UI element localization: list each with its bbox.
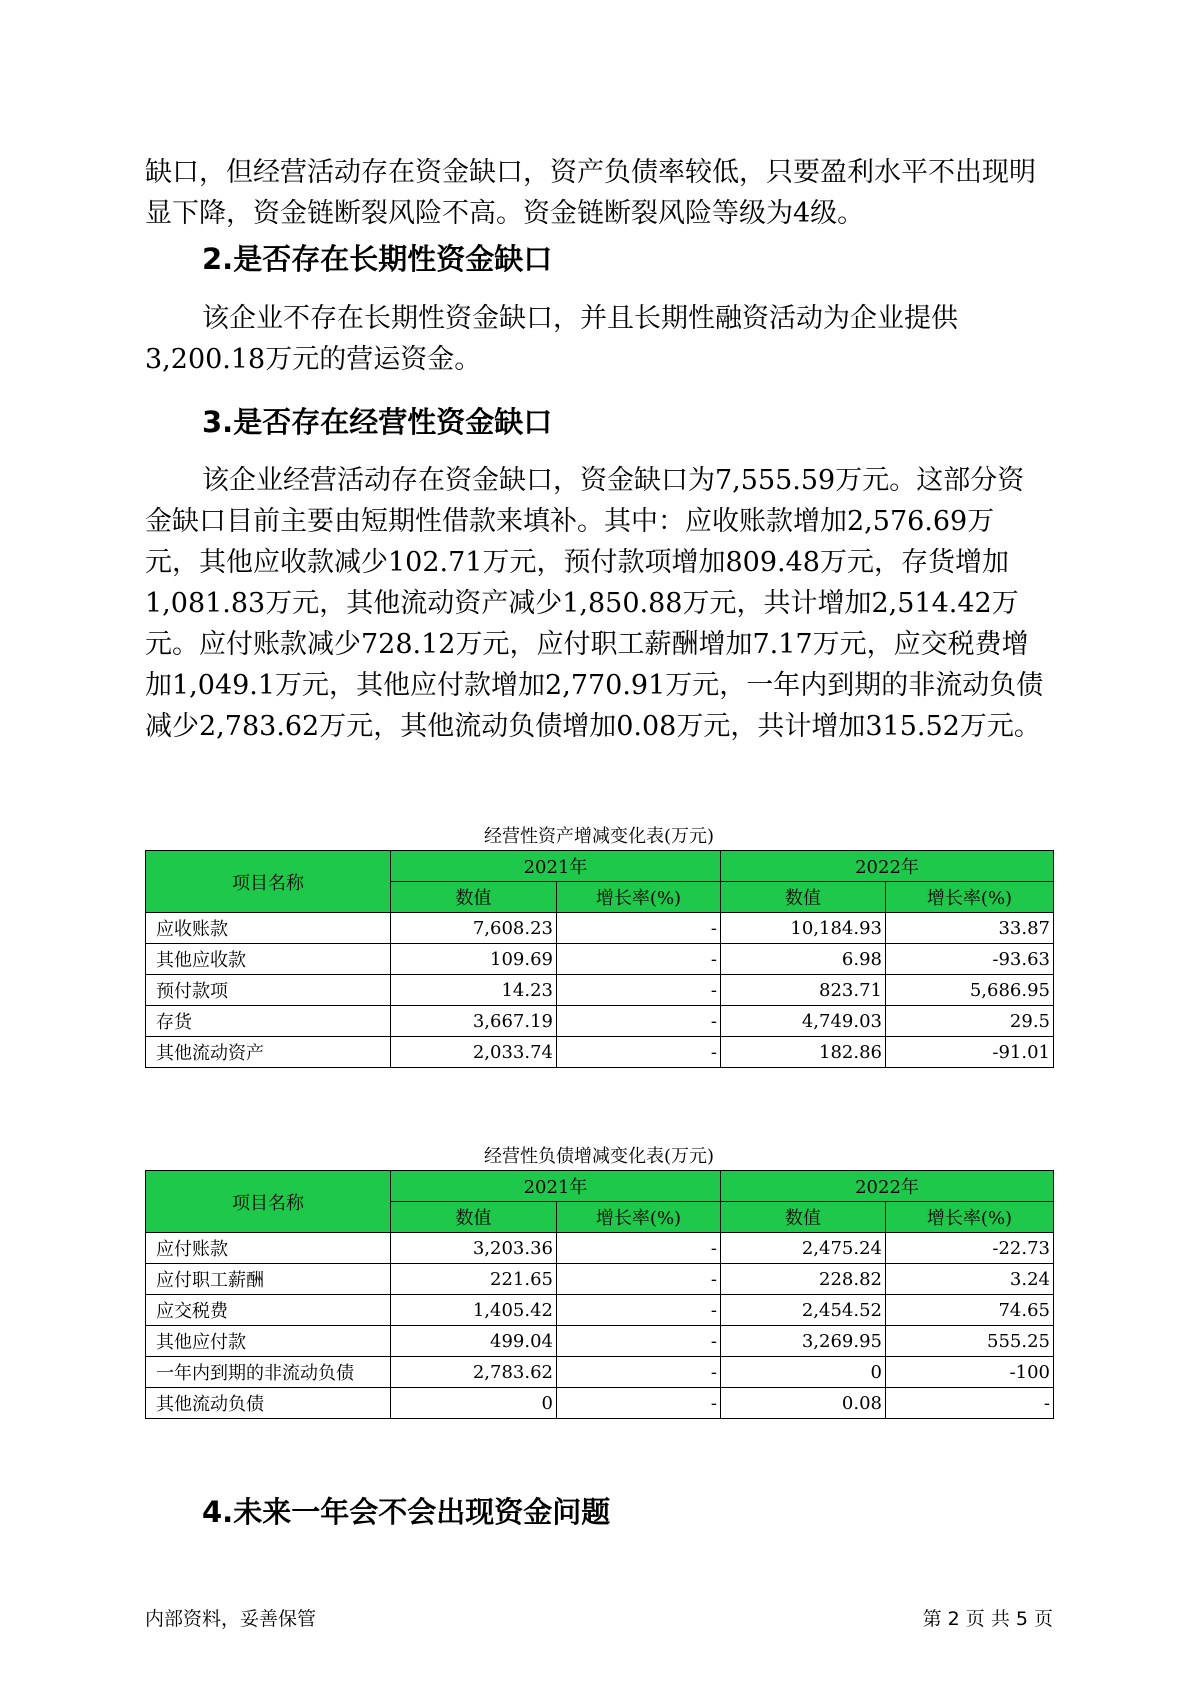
- row-name: 其他应付款: [146, 1326, 391, 1357]
- section-heading-4: 4.未来一年会不会出现资金问题: [202, 1495, 611, 1529]
- value-2022: 823.71: [721, 975, 886, 1006]
- col-header-value: 数值: [391, 1202, 557, 1233]
- value-2022: 6.98: [721, 944, 886, 975]
- row-name: 应付职工薪酬: [146, 1264, 391, 1295]
- col-header-year-2022: 2022年: [721, 1171, 1054, 1202]
- footer-left-note: 内部资料，妥善保管: [145, 1608, 317, 1630]
- table2-caption: 经营性负债增减变化表(万元): [483, 1146, 715, 1167]
- value-2022: 2,475.24: [721, 1233, 886, 1264]
- col-header-year-2022: 2022年: [721, 851, 1054, 882]
- table-row: [146, 1037, 1054, 1068]
- value-2022: 4,749.03: [721, 1006, 886, 1037]
- paragraph-2: 该企业不存在长期性资金缺口，并且长期性融资活动为企业提供3,200.18万元的营运资金。: [145, 303, 958, 375]
- rate-2022: -91.01: [886, 1037, 1054, 1068]
- row-name: 应付账款: [146, 1233, 391, 1264]
- paragraph-1: 缺口，但经营活动存在资金缺口，资产负债率较低，只要盈利水平不出现明显下降，资金链断裂风险不高。资金链断裂风险等级为4级。: [145, 157, 1036, 229]
- value-2022: 182.86: [721, 1037, 886, 1068]
- value-2022: 10,184.93: [721, 913, 886, 944]
- rate-2021: -: [557, 1037, 721, 1068]
- value-2021: 109.69: [391, 944, 557, 975]
- rate-2022: -22.73: [886, 1233, 1054, 1264]
- rate-2021: -: [557, 1295, 721, 1326]
- rate-2022: 555.25: [886, 1326, 1054, 1357]
- value-2021: 499.04: [391, 1326, 557, 1357]
- col-header-rate: 增长率(%): [886, 1202, 1054, 1233]
- row-name: 存货: [146, 1006, 391, 1037]
- rate-2022: 74.65: [886, 1295, 1054, 1326]
- section-heading-2: 2.是否存在长期性资金缺口: [202, 242, 553, 276]
- table-row: [146, 944, 1054, 975]
- rate-2021: -: [557, 913, 721, 944]
- row-name: 其他流动资产: [146, 1037, 391, 1068]
- rate-2021: -: [557, 975, 721, 1006]
- liabilities-table: [145, 1170, 1054, 1419]
- col-header-name: 项目名称: [146, 1171, 391, 1233]
- col-header-value: 数值: [391, 882, 557, 913]
- table-row: [146, 913, 1054, 944]
- col-header-rate: 增长率(%): [886, 882, 1054, 913]
- table-row: [146, 1388, 1054, 1419]
- value-2021: 2,033.74: [391, 1037, 557, 1068]
- value-2021: 2,783.62: [391, 1357, 557, 1388]
- row-name: 其他流动负债: [146, 1388, 391, 1419]
- rate-2021: -: [557, 1233, 721, 1264]
- table-row: [146, 1264, 1054, 1295]
- value-2022: 3,269.95: [721, 1326, 886, 1357]
- table-row: [146, 1006, 1054, 1037]
- row-name: 其他应收款: [146, 944, 391, 975]
- value-2021: 1,405.42: [391, 1295, 557, 1326]
- rate-2022: -93.63: [886, 944, 1054, 975]
- value-2022: 2,454.52: [721, 1295, 886, 1326]
- section-heading-3: 3.是否存在经营性资金缺口: [202, 405, 553, 439]
- rate-2021: -: [557, 1326, 721, 1357]
- rate-2022: 33.87: [886, 913, 1054, 944]
- rate-2022: 5,686.95: [886, 975, 1054, 1006]
- row-name: 应收账款: [146, 913, 391, 944]
- col-header-year-2021: 2021年: [391, 851, 721, 882]
- col-header-rate: 增长率(%): [557, 1202, 721, 1233]
- table-row: [146, 1295, 1054, 1326]
- row-name: 预付款项: [146, 975, 391, 1006]
- col-header-name: 项目名称: [146, 851, 391, 913]
- footer-page-number: 第 2 页 共 5 页: [922, 1608, 1053, 1630]
- rate-2021: -: [557, 1357, 721, 1388]
- col-header-year-2021: 2021年: [391, 1171, 721, 1202]
- col-header-value: 数值: [721, 882, 886, 913]
- value-2022: 228.82: [721, 1264, 886, 1295]
- rate-2022: -100: [886, 1357, 1054, 1388]
- col-header-rate: 增长率(%): [557, 882, 721, 913]
- rate-2021: -: [557, 1006, 721, 1037]
- rate-2022: 29.5: [886, 1006, 1054, 1037]
- value-2022: 0.08: [721, 1388, 886, 1419]
- table1-caption: 经营性资产增减变化表(万元): [483, 826, 715, 847]
- table-row: [146, 975, 1054, 1006]
- assets-table: [145, 850, 1054, 1068]
- table-row: [146, 1233, 1054, 1264]
- value-2021: 3,203.36: [391, 1233, 557, 1264]
- rate-2022: 3.24: [886, 1264, 1054, 1295]
- value-2022: 0: [721, 1357, 886, 1388]
- rate-2021: -: [557, 1388, 721, 1419]
- value-2021: 221.65: [391, 1264, 557, 1295]
- rate-2022: -: [886, 1388, 1054, 1419]
- value-2021: 14.23: [391, 975, 557, 1006]
- paragraph-3: 该企业经营活动存在资金缺口，资金缺口为7,555.59万元。这部分资金缺口目前主要由短期性借款来填补。其中：应收账款增加2,576.69万元，其他应收款减少102.71万元，预付款项增加809.48万元，存货增加1,081.83万元，其他流动资产减少1,850.88万元，共计增加2,514.42万元。应付账款减少728.12万元，应付职工薪酬增加7.17万元，应交税费增加1,049.1万元，其他应付款增加2,770.91万元，一年内到期的非流动负债减少2,783.62万元，其他流动负债增加0.08万元，共计增加315.52万元。: [145, 465, 1044, 742]
- table-row: [146, 1326, 1054, 1357]
- value-2021: 3,667.19: [391, 1006, 557, 1037]
- col-header-value: 数值: [721, 1202, 886, 1233]
- value-2021: 0: [391, 1388, 557, 1419]
- rate-2021: -: [557, 944, 721, 975]
- value-2021: 7,608.23: [391, 913, 557, 944]
- rate-2021: -: [557, 1264, 721, 1295]
- row-name: 一年内到期的非流动负债: [146, 1357, 391, 1388]
- table-row: [146, 1357, 1054, 1388]
- row-name: 应交税费: [146, 1295, 391, 1326]
